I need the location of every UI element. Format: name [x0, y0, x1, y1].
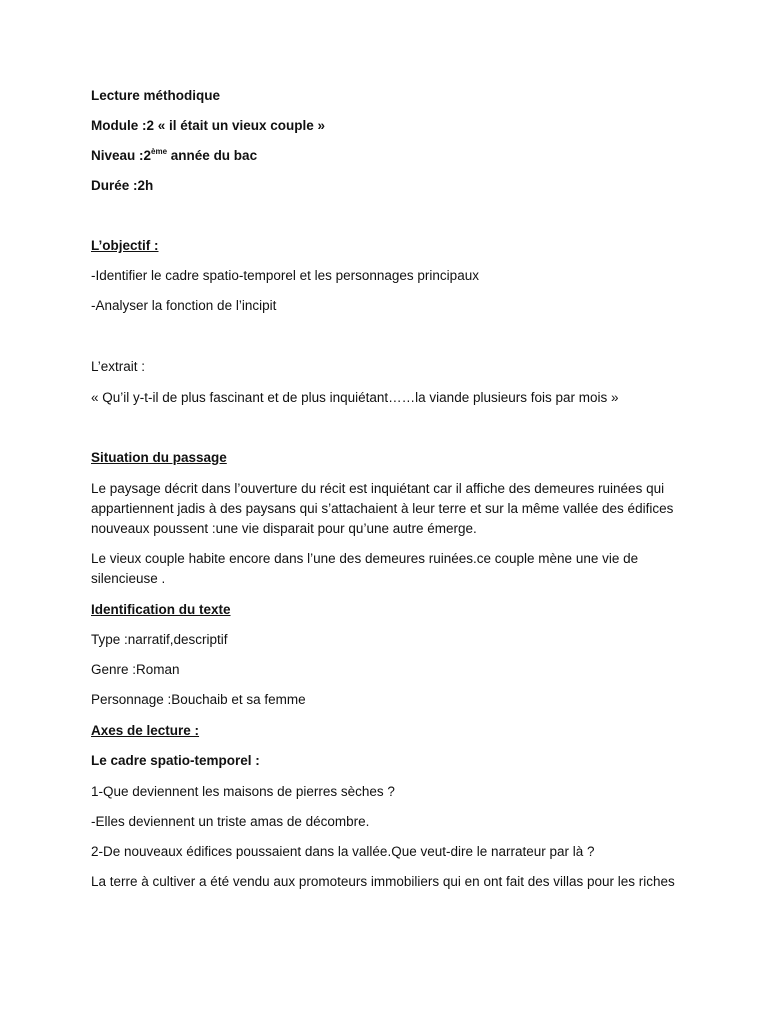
identification-genre: Genre :Roman: [91, 662, 180, 677]
niveau-superscript: ème: [151, 147, 168, 156]
objectif-heading: L’objectif :: [91, 238, 159, 253]
situation-paragraph-2: Le vieux couple habite encore dans l’une des demeures ruinées.ce couple mène une vie de silencieuse .: [91, 551, 639, 586]
extrait-quote: « Qu’il y-t-il de plus fascinant et de plus inquiétant……la viande plusieurs fois par mois »: [91, 390, 619, 405]
question-2: 2-De nouveaux édifices poussaient dans la vallée.Que veut-dire le narrateur par là ?: [91, 844, 595, 859]
answer-1: -Elles deviennent un triste amas de décombre.: [91, 814, 370, 829]
extrait-label: L’extrait :: [91, 359, 146, 374]
situation-heading: Situation du passage: [91, 450, 227, 465]
niveau-suffix: année du bac: [167, 148, 258, 163]
duree-line: Durée :2h: [91, 178, 154, 193]
answer-2: La terre à cultiver a été vendu aux promoteurs immobiliers qui en ont fait des villas pour les riches: [91, 874, 675, 889]
objectif-item-1: -Identifier le cadre spatio-temporel et les personnages principaux: [91, 268, 479, 283]
axes-subheading: Le cadre spatio-temporel :: [91, 753, 260, 768]
niveau-prefix: Niveau :2: [91, 148, 152, 163]
doc-title: Lecture méthodique: [91, 88, 221, 103]
axes-heading: Axes de lecture :: [91, 723, 200, 738]
situation-paragraph-1: Le paysage décrit dans l’ouverture du récit est inquiétant car il affiche des demeures ruinées qui appartiennent jadis à des paysans qui s’attachaient à leur terre et sur la même vallée des édifices nouveaux poussent :une vie disparait pour qu’une autre émerge.: [91, 481, 674, 536]
identification-personnage: Personnage :Bouchaib et sa femme: [91, 692, 306, 707]
identification-type: Type :narratif,descriptif: [91, 632, 228, 647]
objectif-item-2: -Analyser la fonction de l’incipit: [91, 298, 277, 313]
identification-heading: Identification du texte: [91, 602, 231, 617]
niveau-line: [91, 146, 678, 166]
module-line: Module :2 « il était un vieux couple »: [91, 118, 326, 133]
question-1: 1-Que deviennent les maisons de pierres sèches ?: [91, 784, 395, 799]
